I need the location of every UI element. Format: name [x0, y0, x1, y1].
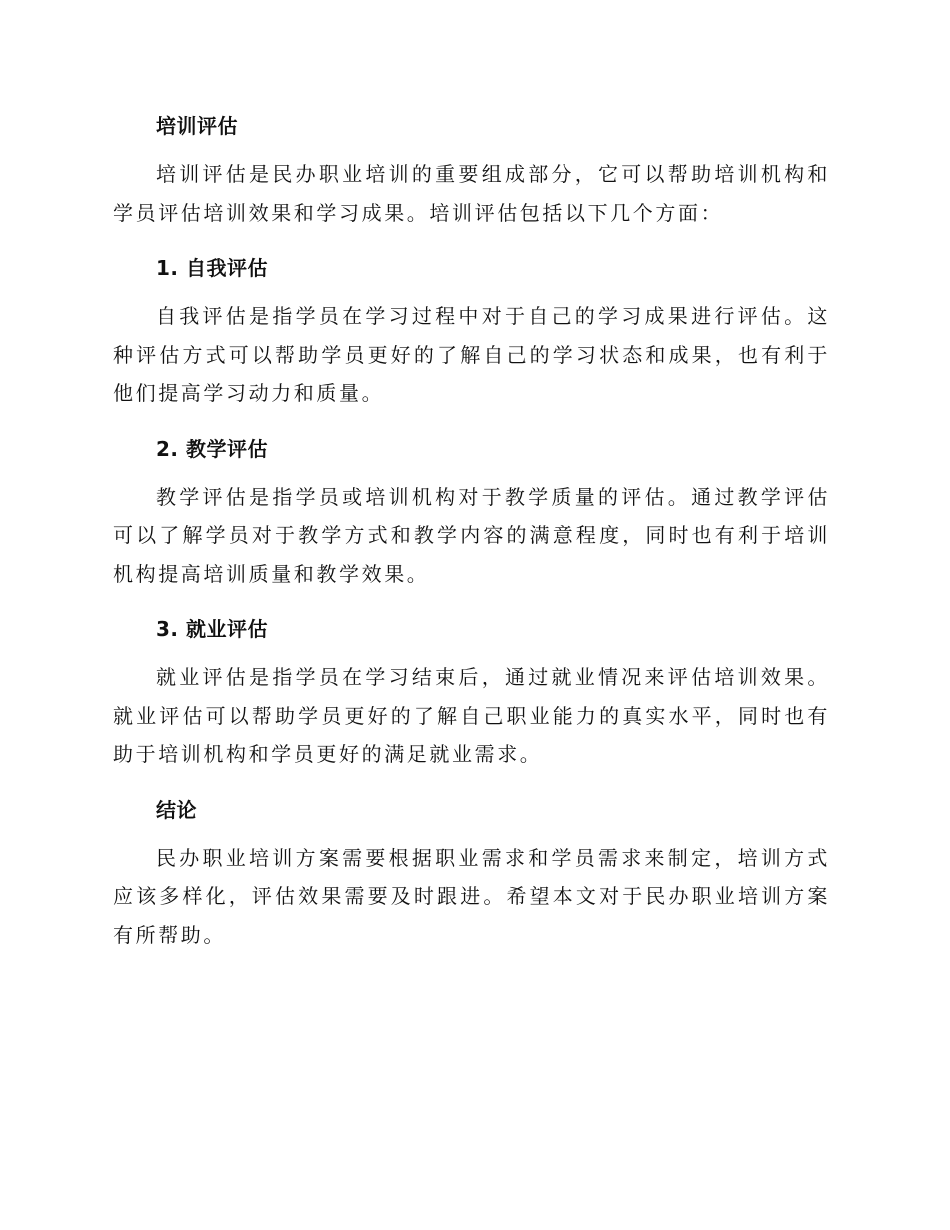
section-heading: 1. 自我评估: [156, 256, 268, 280]
section-heading: 结论: [156, 797, 197, 822]
section-employment-evaluation: [113, 611, 830, 774]
section-paragraph: 培训评估是民办职业培训的重要组成部分，它可以帮助培训机构和学员评估培训效果和学习成果。培训评估包括以下几个方面：: [113, 162, 830, 225]
section-teaching-evaluation: [113, 431, 830, 594]
section-self-evaluation: [113, 250, 830, 413]
section-paragraph: 自我评估是指学员在学习过程中对于自己的学习成果进行评估。这种评估方式可以帮助学员更好的了解自己的学习状态和成果，也有利于他们提高学习动力和质量。: [113, 304, 830, 405]
section-paragraph: 就业评估是指学员在学习结束后，通过就业情况来评估培训效果。就业评估可以帮助学员更好的了解自己职业能力的真实水平，同时也有助于培训机构和学员更好的满足就业需求。: [113, 665, 830, 766]
section-conclusion: [113, 792, 830, 955]
section-heading: 2. 教学评估: [156, 436, 268, 461]
section-paragraph: 民办职业培训方案需要根据职业需求和学员需求来制定，培训方式应该多样化，评估效果需要及时跟进。希望本文对于民办职业培训方案有所帮助。: [113, 845, 830, 947]
section-paragraph: 教学评估是指学员或培训机构对于教学质量的评估。通过教学评估可以了解学员对于教学方式和教学内容的满意程度，同时也有利于培训机构提高培训质量和教学效果。: [113, 484, 830, 586]
section-training-evaluation: [113, 108, 830, 232]
document-body: [113, 108, 830, 972]
section-heading: 培训评估: [156, 114, 238, 138]
section-heading: 3. 就业评估: [156, 617, 268, 641]
